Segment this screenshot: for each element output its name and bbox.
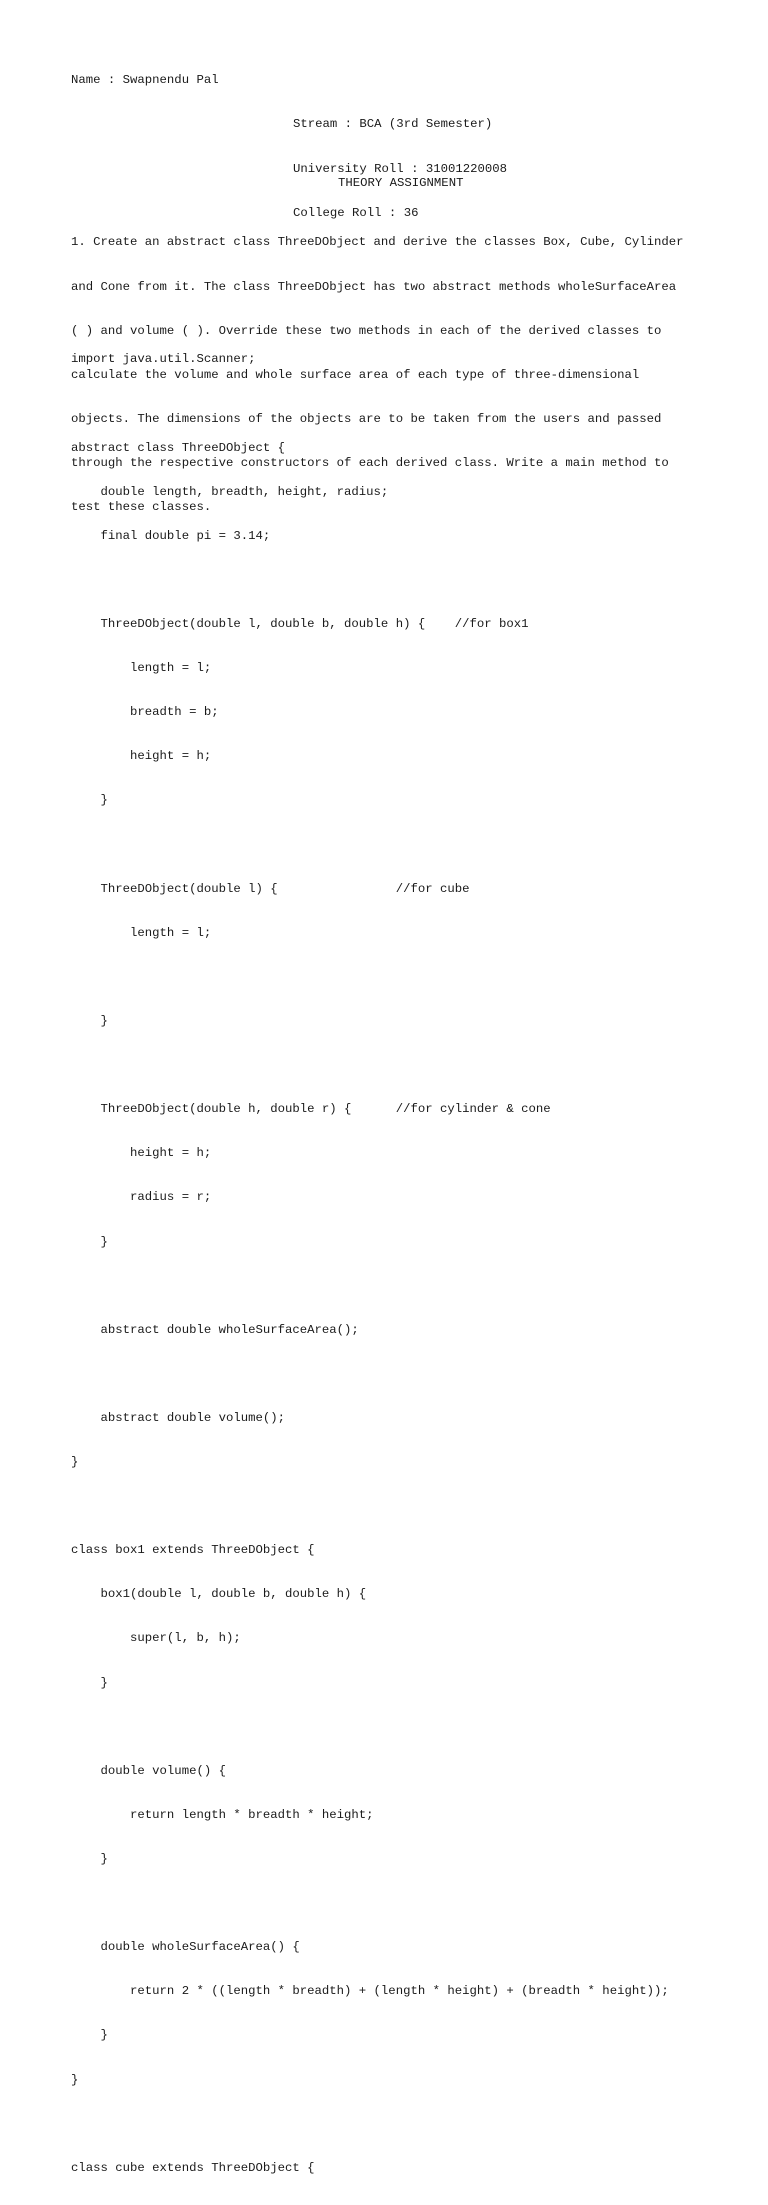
code-line: return length * breadth * height; [71, 1807, 374, 1822]
question-line: through the respective constructors of each derived class. Write a main method to [71, 455, 669, 470]
code-line: double volume() { [71, 1763, 226, 1778]
code-line: super(l, b, h); [71, 1631, 241, 1646]
code-line: abstract double volume(); [71, 1410, 286, 1425]
code-line: } [71, 1013, 108, 1028]
code-line: height = h; [71, 749, 212, 764]
code-line: radius = r; [71, 1190, 212, 1205]
code-line [71, 1367, 669, 1382]
code-block [71, 323, 669, 2205]
code-line: return 2 * ((length * breadth) + (length * height) + (breadth * height)); [71, 1984, 669, 1999]
code-line [71, 1058, 669, 1073]
question-line: calculate the volume and whole surface area of each type of three-dimensional [71, 367, 640, 382]
code-line: } [71, 2028, 108, 2043]
code-line [71, 1720, 669, 1735]
code-line: } [71, 1234, 108, 1249]
question-line: and Cone from it. The class ThreeDObject has two abstract methods wholeSurfaceArea [71, 279, 677, 294]
code-line: } [71, 1455, 79, 1470]
code-line [71, 970, 669, 985]
question-line: test these classes. [71, 500, 212, 515]
question-line: 1. Create an abstract class ThreeDObject and derive the classes Box, Cube, Cylinder [71, 235, 684, 250]
question-line: ( ) and volume ( ). Override these two methods in each of the derived classes to [71, 323, 662, 338]
code-line: class cube extends ThreeDObject { [71, 2160, 315, 2175]
code-line: breadth = b; [71, 705, 219, 720]
code-line: length = l; [71, 925, 212, 940]
college-roll-line: College Roll : 36 [293, 205, 419, 220]
code-line: } [71, 793, 108, 808]
code-line: double wholeSurfaceArea() { [71, 1940, 300, 1955]
code-line: } [71, 2072, 79, 2087]
code-line: } [71, 1851, 108, 1866]
student-name: Name : Swapnendu Pal [71, 73, 219, 87]
code-line [71, 397, 669, 412]
code-line: double length, breadth, height, radius; [71, 484, 389, 499]
university-roll-line: University Roll : 31001220008 [293, 161, 508, 176]
code-line: abstract double wholeSurfaceArea(); [71, 1322, 359, 1337]
code-line: abstract class ThreeDObject { [71, 440, 286, 455]
code-line [71, 2117, 669, 2132]
code-line [71, 1279, 669, 1294]
code-line: class box1 extends ThreeDObject { [71, 1543, 315, 1558]
code-line: ThreeDObject(double l, double b, double h) { //for box1 [71, 617, 529, 632]
code-line: ThreeDObject(double h, double r) { //for cylinder & cone [71, 1102, 551, 1117]
code-line [71, 573, 669, 588]
code-line [71, 1896, 669, 1911]
code-line [71, 1499, 669, 1514]
code-line: final double pi = 3.14; [71, 528, 271, 543]
document-title: THEORY ASSIGNMENT [338, 176, 464, 190]
code-line: import java.util.Scanner; [71, 352, 256, 367]
code-line: box1(double l, double b, double h) { [71, 1587, 367, 1602]
code-line: length = l; [71, 661, 212, 676]
stream-line: Stream : BCA (3rd Semester) [293, 117, 493, 132]
question-line: objects. The dimensions of the objects are to be taken from the users and passed [71, 411, 662, 426]
code-line: ThreeDObject(double l) { //for cube [71, 881, 470, 896]
code-line: height = h; [71, 1146, 212, 1161]
code-line: } [71, 1675, 108, 1690]
code-line [71, 838, 669, 853]
